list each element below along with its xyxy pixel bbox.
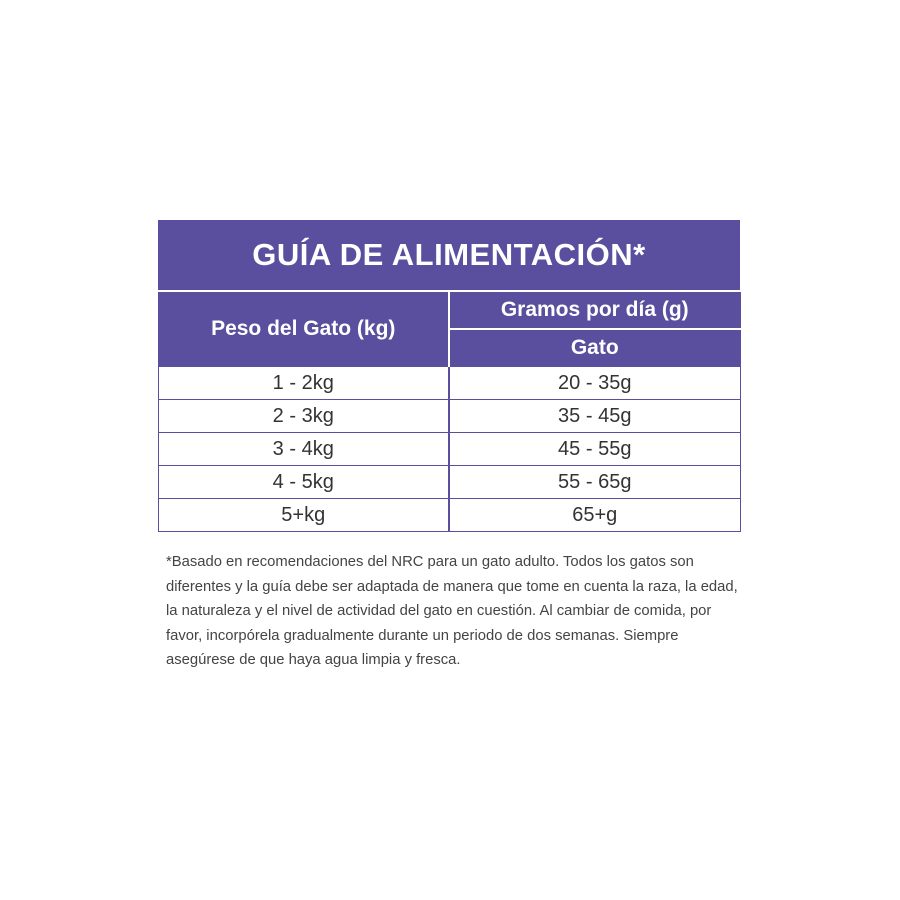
grams-cell: 45 - 55g bbox=[449, 433, 741, 466]
guide-title: GUÍA DE ALIMENTACIÓN* bbox=[158, 220, 740, 290]
grams-cell: 65+g bbox=[449, 499, 741, 532]
grams-cell: 35 - 45g bbox=[449, 400, 741, 433]
feeding-guide bbox=[158, 220, 740, 532]
table-row bbox=[159, 466, 741, 499]
table-row bbox=[159, 499, 741, 532]
weight-cell: 4 - 5kg bbox=[159, 466, 449, 499]
table-row bbox=[159, 400, 741, 433]
weight-cell: 5+kg bbox=[159, 499, 449, 532]
feeding-table bbox=[158, 290, 741, 532]
footnote: *Basado en recomendaciones del NRC para un gato adulto. Todos los gatos son diferentes y la guía debe ser adaptada de manera que tome en cuenta la raza, la edad, la naturaleza y el nivel de actividad del gato en cuestión. Al cambiar de comida, por favor, incorpórela gradualmente durante un periodo de dos semanas. Siempre asegúrese de que haya agua limpia y fresca. bbox=[166, 554, 738, 668]
header-grams: Gramos por día (g) bbox=[449, 291, 741, 329]
weight-cell: 1 - 2kg bbox=[159, 367, 449, 400]
table-row bbox=[159, 367, 741, 400]
grams-cell: 55 - 65g bbox=[449, 466, 741, 499]
header-cat: Gato bbox=[449, 329, 741, 367]
weight-cell: 2 - 3kg bbox=[159, 400, 449, 433]
header-weight: Peso del Gato (kg) bbox=[159, 291, 449, 367]
table-row bbox=[159, 433, 741, 466]
weight-cell: 3 - 4kg bbox=[159, 433, 449, 466]
grams-cell: 20 - 35g bbox=[449, 367, 741, 400]
